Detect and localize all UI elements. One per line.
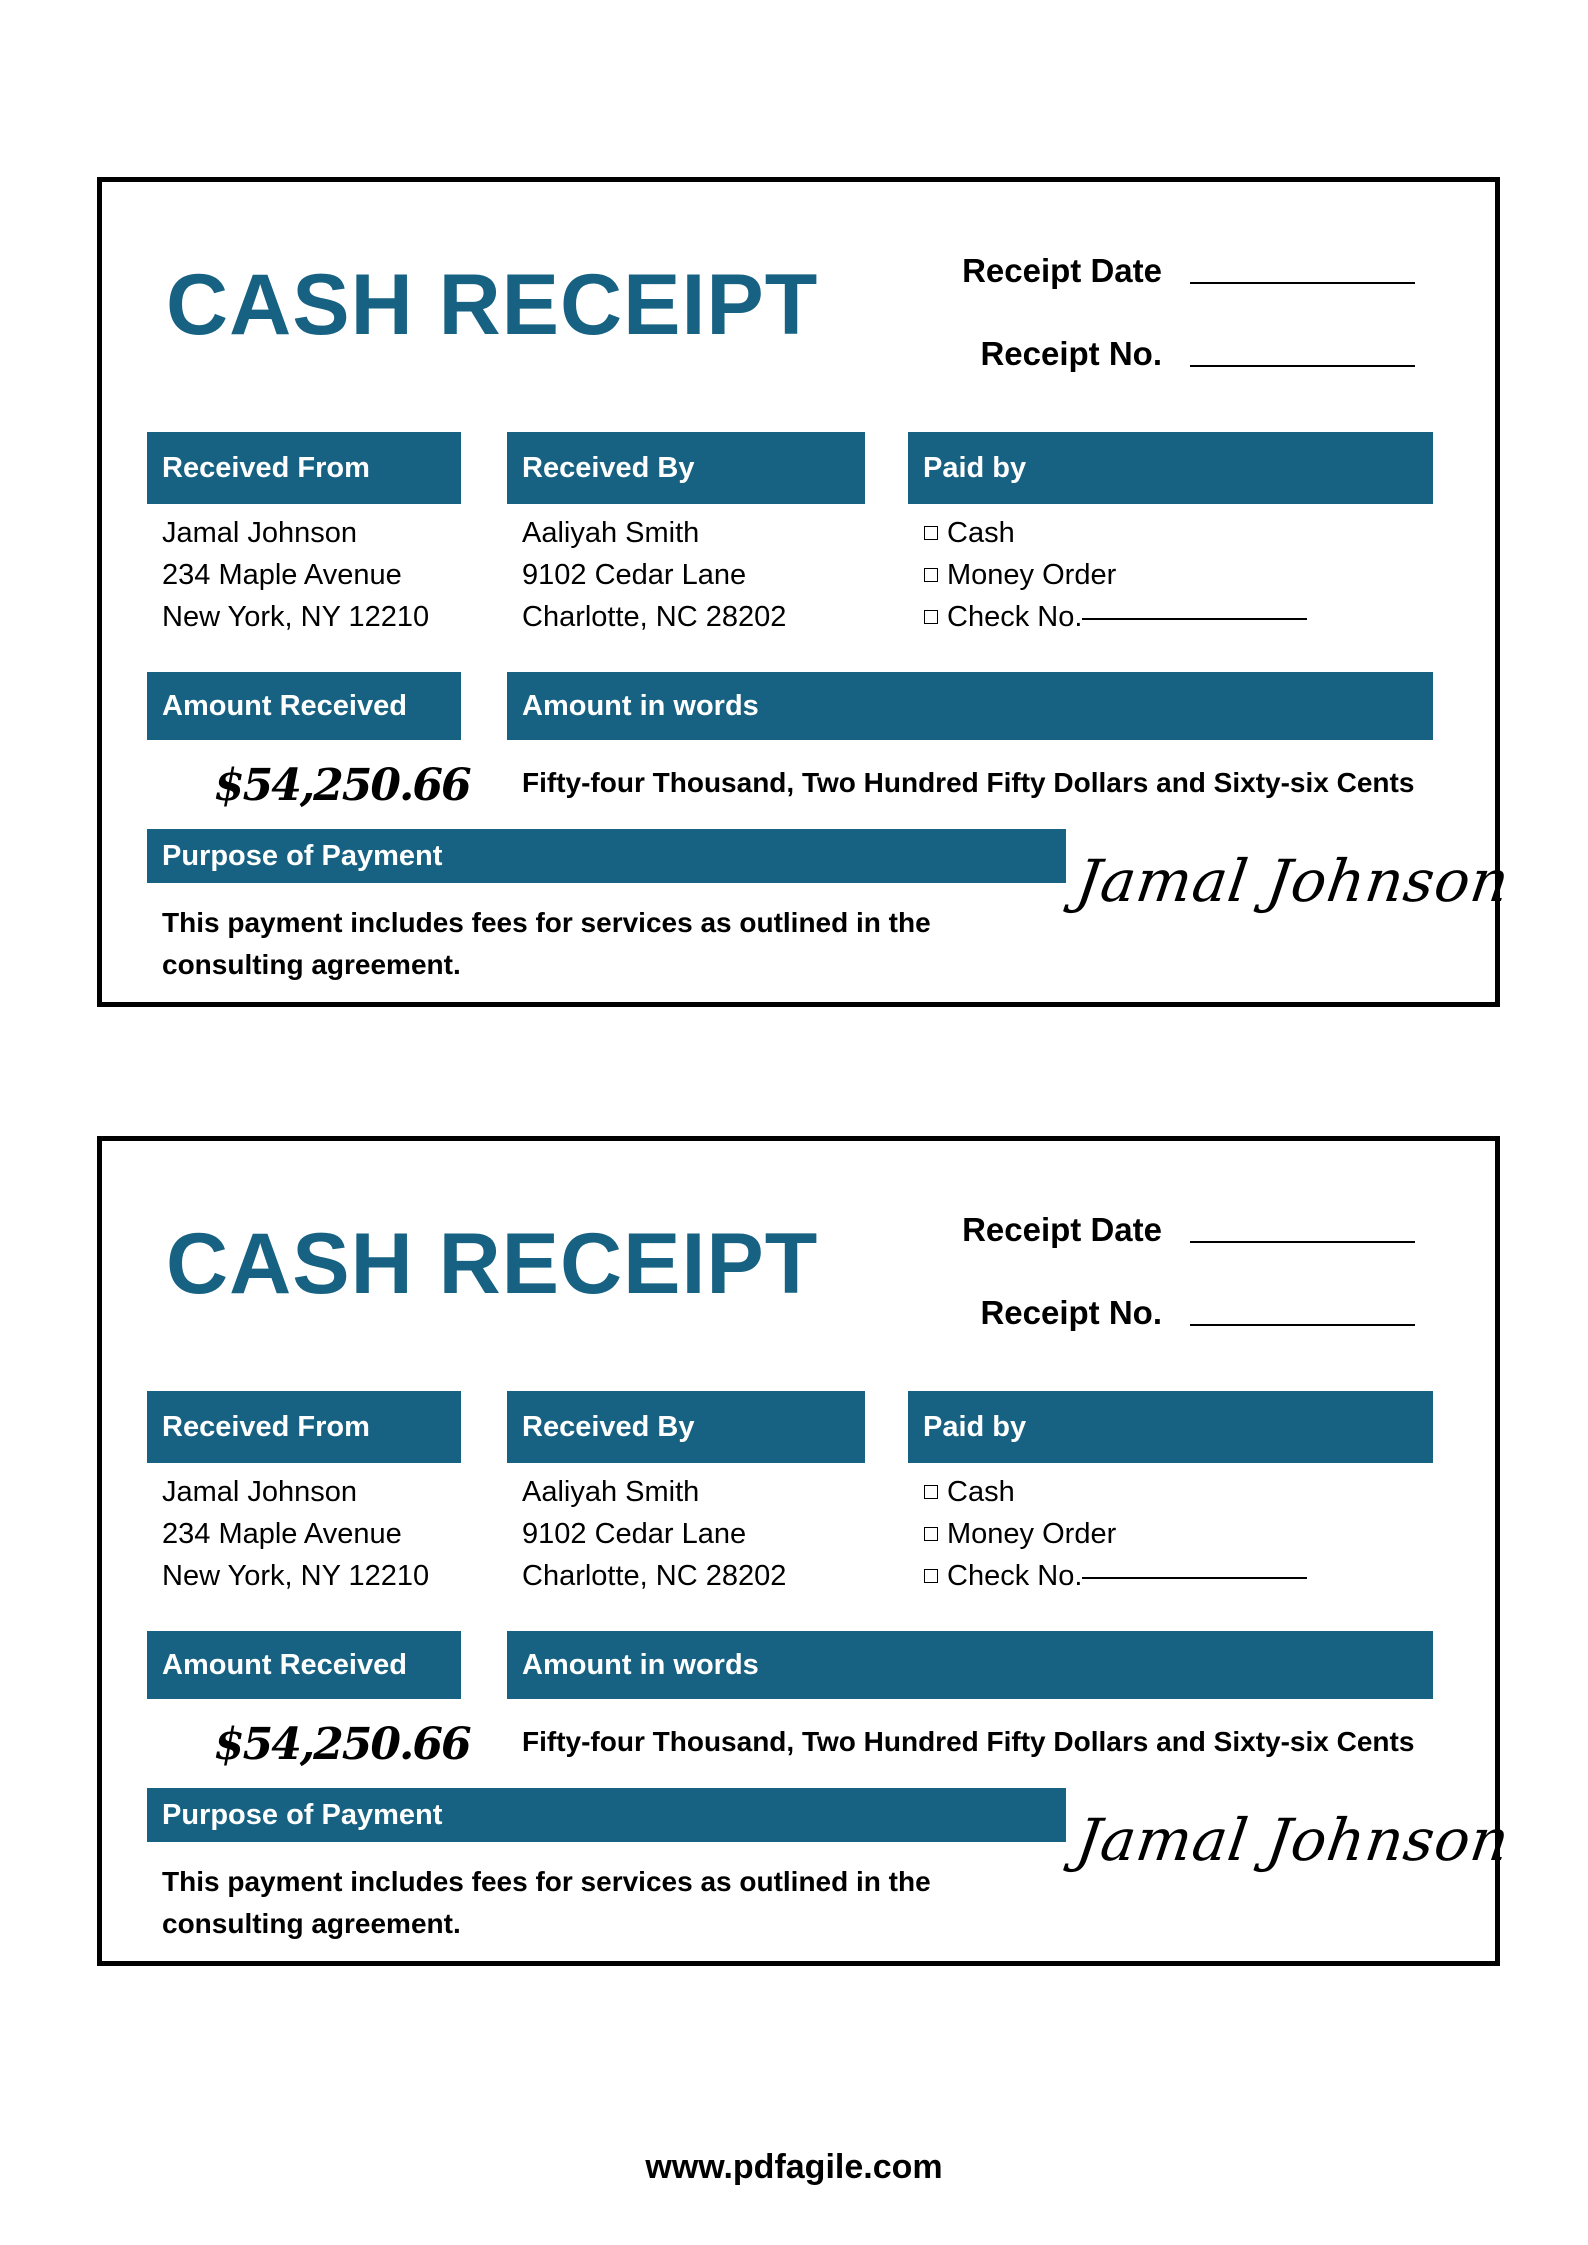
- received-from-name: Jamal Johnson: [162, 1476, 358, 1508]
- amount-received-header: Amount Received: [147, 672, 461, 740]
- receipt-title: CASH RECEIPT: [166, 257, 819, 353]
- paid-by-option-money-order[interactable]: [924, 554, 1307, 596]
- signature: Jamal Johnson: [1072, 1806, 1515, 1874]
- purpose-of-payment-header: Purpose of Payment: [147, 1788, 1066, 1842]
- checkbox-icon[interactable]: [924, 568, 938, 582]
- receipt-title: CASH RECEIPT: [166, 1216, 819, 1312]
- checkbox-icon[interactable]: [924, 1527, 938, 1541]
- option-label: Check No.: [947, 601, 1083, 633]
- check-no-field[interactable]: [1082, 618, 1307, 620]
- receipt-date-label: Receipt Date: [962, 1211, 1162, 1248]
- received-by-street: 9102 Cedar Lane: [522, 559, 747, 591]
- receipt-no-field[interactable]: [1190, 365, 1415, 367]
- amount-in-words-header: Amount in words: [507, 1631, 1433, 1699]
- paid-by-options: [924, 512, 1307, 638]
- option-label: Check No.: [947, 1560, 1083, 1592]
- amount-received-header: Amount Received: [147, 1631, 461, 1699]
- receipt-date-field[interactable]: [1190, 282, 1415, 284]
- cash-receipt-1: [97, 177, 1515, 1007]
- paid-by-options: [924, 1471, 1307, 1597]
- amount-in-words-header: Amount in words: [507, 672, 1433, 740]
- paid-by-option-check[interactable]: [924, 596, 1307, 638]
- amount-value: $54,250.66: [214, 1719, 470, 1770]
- cash-receipt-2: [97, 1136, 1515, 1966]
- paid-by-header: Paid by: [908, 1391, 1433, 1463]
- purpose-of-payment-text: This payment includes fees for services as outlined in the consulting agreement.: [162, 907, 931, 980]
- received-from-address: [162, 1471, 429, 1597]
- receipt-no-label: Receipt No.: [980, 335, 1162, 372]
- purpose-of-payment-text: This payment includes fees for services as outlined in the consulting agreement.: [162, 1866, 931, 1939]
- receipt-date-label: Receipt Date: [962, 252, 1162, 289]
- received-by-city: Charlotte, NC 28202: [522, 601, 787, 633]
- received-from-address: [162, 512, 429, 638]
- received-from-header: Received From: [147, 1391, 461, 1463]
- received-by-header: Received By: [507, 1391, 865, 1463]
- received-by-city: Charlotte, NC 28202: [522, 1560, 787, 1592]
- receipt-date-row: [962, 252, 1415, 290]
- receipt-no-row: [980, 1294, 1415, 1332]
- received-from-street: 234 Maple Avenue: [162, 1518, 402, 1550]
- amount-in-words-text: Fifty-four Thousand, Two Hundred Fifty Dollars and Sixty-six Cents: [522, 767, 1415, 798]
- paid-by-option-money-order[interactable]: [924, 1513, 1307, 1555]
- received-by-address: [522, 512, 786, 638]
- option-label: Cash: [947, 517, 1015, 549]
- receipt-no-field[interactable]: [1190, 1324, 1415, 1326]
- paid-by-header: Paid by: [908, 432, 1433, 504]
- received-by-street: 9102 Cedar Lane: [522, 1518, 747, 1550]
- option-label: Money Order: [947, 1518, 1117, 1550]
- received-from-header: Received From: [147, 432, 461, 504]
- purpose-of-payment-header: Purpose of Payment: [147, 829, 1066, 883]
- received-from-street: 234 Maple Avenue: [162, 559, 402, 591]
- receipt-date-row: [962, 1211, 1415, 1249]
- checkbox-icon[interactable]: [924, 526, 938, 540]
- check-no-field[interactable]: [1082, 1577, 1307, 1579]
- option-label: Cash: [947, 1476, 1015, 1508]
- checkbox-icon[interactable]: [924, 610, 938, 624]
- received-from-city: New York, NY 12210: [162, 1560, 430, 1592]
- amount-value: $54,250.66: [214, 760, 470, 811]
- receipt-no-label: Receipt No.: [980, 1294, 1162, 1331]
- footer-website[interactable]: www.pdfagile.com: [645, 2148, 943, 2186]
- received-by-name: Aaliyah Smith: [522, 517, 700, 549]
- checkbox-icon[interactable]: [924, 1569, 938, 1583]
- amount-in-words-text: Fifty-four Thousand, Two Hundred Fifty Dollars and Sixty-six Cents: [522, 1726, 1415, 1757]
- received-from-city: New York, NY 12210: [162, 601, 430, 633]
- paid-by-option-check[interactable]: [924, 1555, 1307, 1597]
- signature: Jamal Johnson: [1072, 847, 1515, 915]
- received-by-name: Aaliyah Smith: [522, 1476, 700, 1508]
- checkbox-icon[interactable]: [924, 1485, 938, 1499]
- receipt-date-field[interactable]: [1190, 1241, 1415, 1243]
- option-label: Money Order: [947, 559, 1117, 591]
- received-by-header: Received By: [507, 432, 865, 504]
- received-by-address: [522, 1471, 786, 1597]
- paid-by-option-cash[interactable]: [924, 512, 1307, 554]
- receipt-no-row: [980, 335, 1415, 373]
- paid-by-option-cash[interactable]: [924, 1471, 1307, 1513]
- received-from-name: Jamal Johnson: [162, 517, 358, 549]
